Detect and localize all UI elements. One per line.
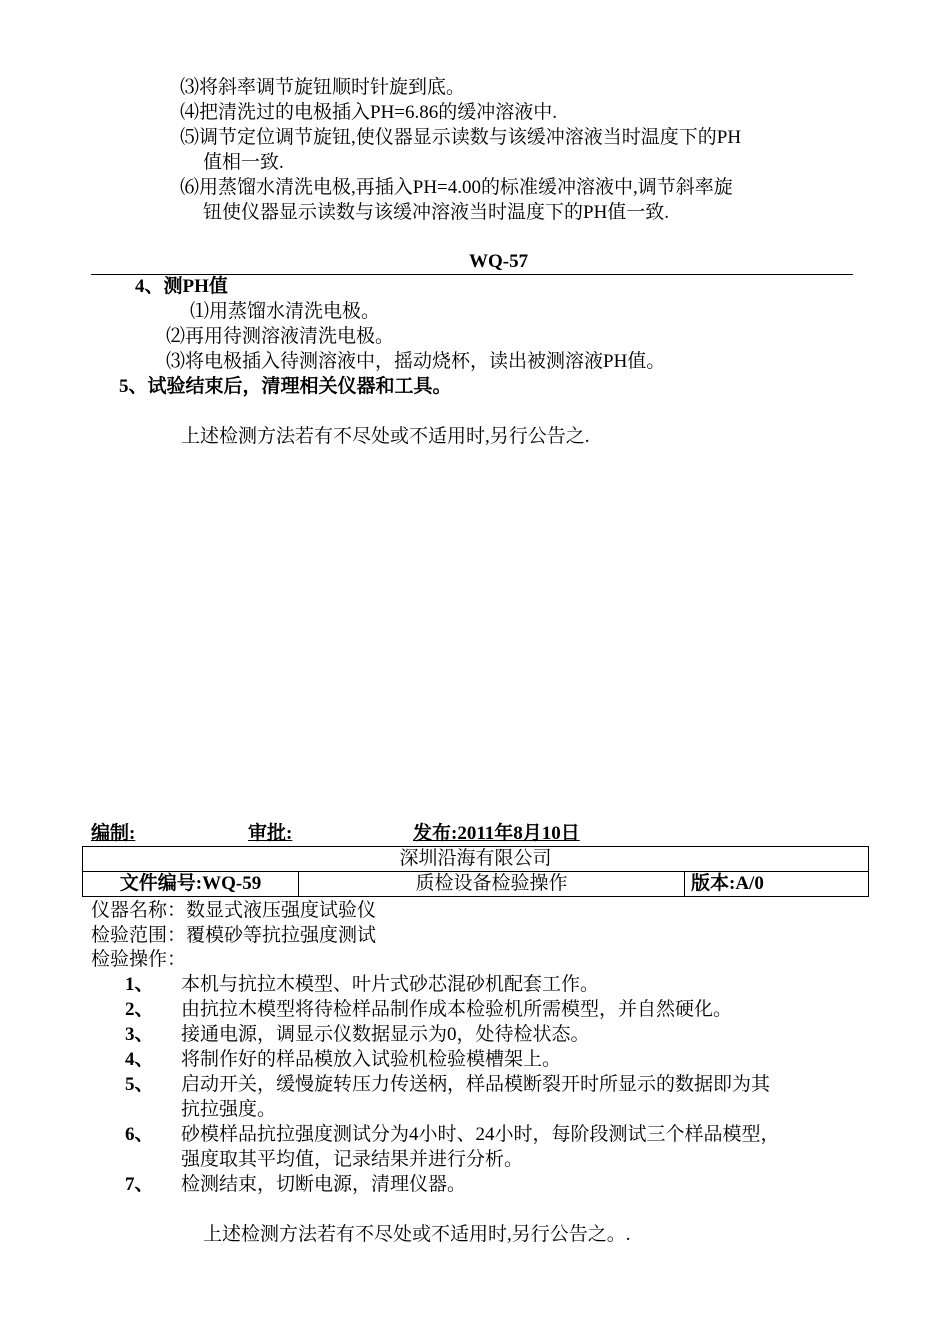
op-text: 启动开关，缓慢旋转压力传送柄，样品模断裂开时所显示的数据即为其 — [181, 1074, 771, 1095]
op-number: 7、 — [125, 1174, 154, 1195]
op-text: 砂模样品抗拉强度测试分为4小时、24小时，每阶段测试三个样品模型， — [181, 1124, 780, 1145]
page-code: WQ-57 — [469, 251, 529, 272]
issued-label: 发布:2011年8月10日 — [413, 823, 580, 844]
prepared-label: 编制: — [91, 823, 136, 844]
instrument-name: 仪器名称：数显式液压强度试验仪 — [91, 900, 377, 921]
op-text: 接通电源，调显示仪数据显示为0，处待检状态。 — [181, 1024, 590, 1045]
op-number: 2、 — [125, 999, 154, 1020]
doc-version: 版本:A/0 — [685, 872, 869, 897]
op-number: 4、 — [125, 1049, 154, 1070]
step-6: ⑹用蒸馏水清洗电极,再插入PH=4.00的标准缓冲溶液中,调节斜率旋 — [180, 177, 733, 198]
closing-note-2: 上述检测方法若有不尽处或不适用时,另行公告之。. — [203, 1224, 631, 1245]
sub-step-2: ⑵再用待测溶液清洗电极。 — [166, 326, 395, 347]
step-4: ⑷把清洗过的电极插入PH=6.86的缓冲溶液中. — [180, 102, 558, 123]
step-5: ⑸调节定位调节旋钮,使仪器显示读数与该缓冲溶液当时温度下的PH — [180, 127, 742, 148]
step-6-cont: 钮使仪器显示读数与该缓冲溶液当时温度下的PH值一致. — [203, 202, 670, 223]
approved-label: 审批: — [248, 823, 293, 844]
op-number: 3、 — [125, 1024, 154, 1045]
section-heading: 4、测PH值 — [135, 276, 228, 297]
op-number: 6、 — [125, 1124, 154, 1145]
step-5-cleanup: 5、试验结束后，清理相关仪器和工具。 — [119, 376, 452, 397]
op-number: 1、 — [125, 974, 154, 995]
op-text: 本机与抗拉木模型、叶片式砂芯混砂机配套工作。 — [181, 974, 600, 995]
op-text-cont: 抗拉强度。 — [181, 1099, 277, 1120]
doc-number: 文件编号:WQ-59 — [83, 872, 299, 897]
op-text: 将制作好的样品模放入试验机检验模槽架上。 — [181, 1049, 562, 1070]
op-text: 检测结束，切断电源，清理仪器。 — [181, 1174, 467, 1195]
company-name: 深圳沿海有限公司 — [83, 847, 869, 872]
op-text-cont: 强度取其平均值，记录结果并进行分析。 — [181, 1149, 524, 1170]
op-number: 5、 — [125, 1074, 154, 1095]
step-5-cont: 值相一致. — [203, 152, 284, 173]
operations-label: 检验操作： — [91, 949, 187, 970]
closing-note: 上述检测方法若有不尽处或不适用时,另行公告之. — [181, 426, 590, 447]
step-3: ⑶将斜率调节旋钮顺时针旋到底。 — [180, 77, 466, 98]
doc-title: 质检设备检验操作 — [299, 872, 685, 897]
sub-step-1: ⑴用蒸馏水清洗电极。 — [190, 301, 381, 322]
inspection-scope: 检验范围：覆模砂等抗拉强度测试 — [91, 925, 377, 946]
sub-step-3: ⑶将电极插入待测溶液中，摇动烧杯，读出被测溶液PH值。 — [166, 351, 666, 372]
document-header-table — [82, 846, 869, 897]
op-text: 由抗拉木模型将待检样品制作成本检验机所需模型，并自然硬化。 — [181, 999, 733, 1020]
